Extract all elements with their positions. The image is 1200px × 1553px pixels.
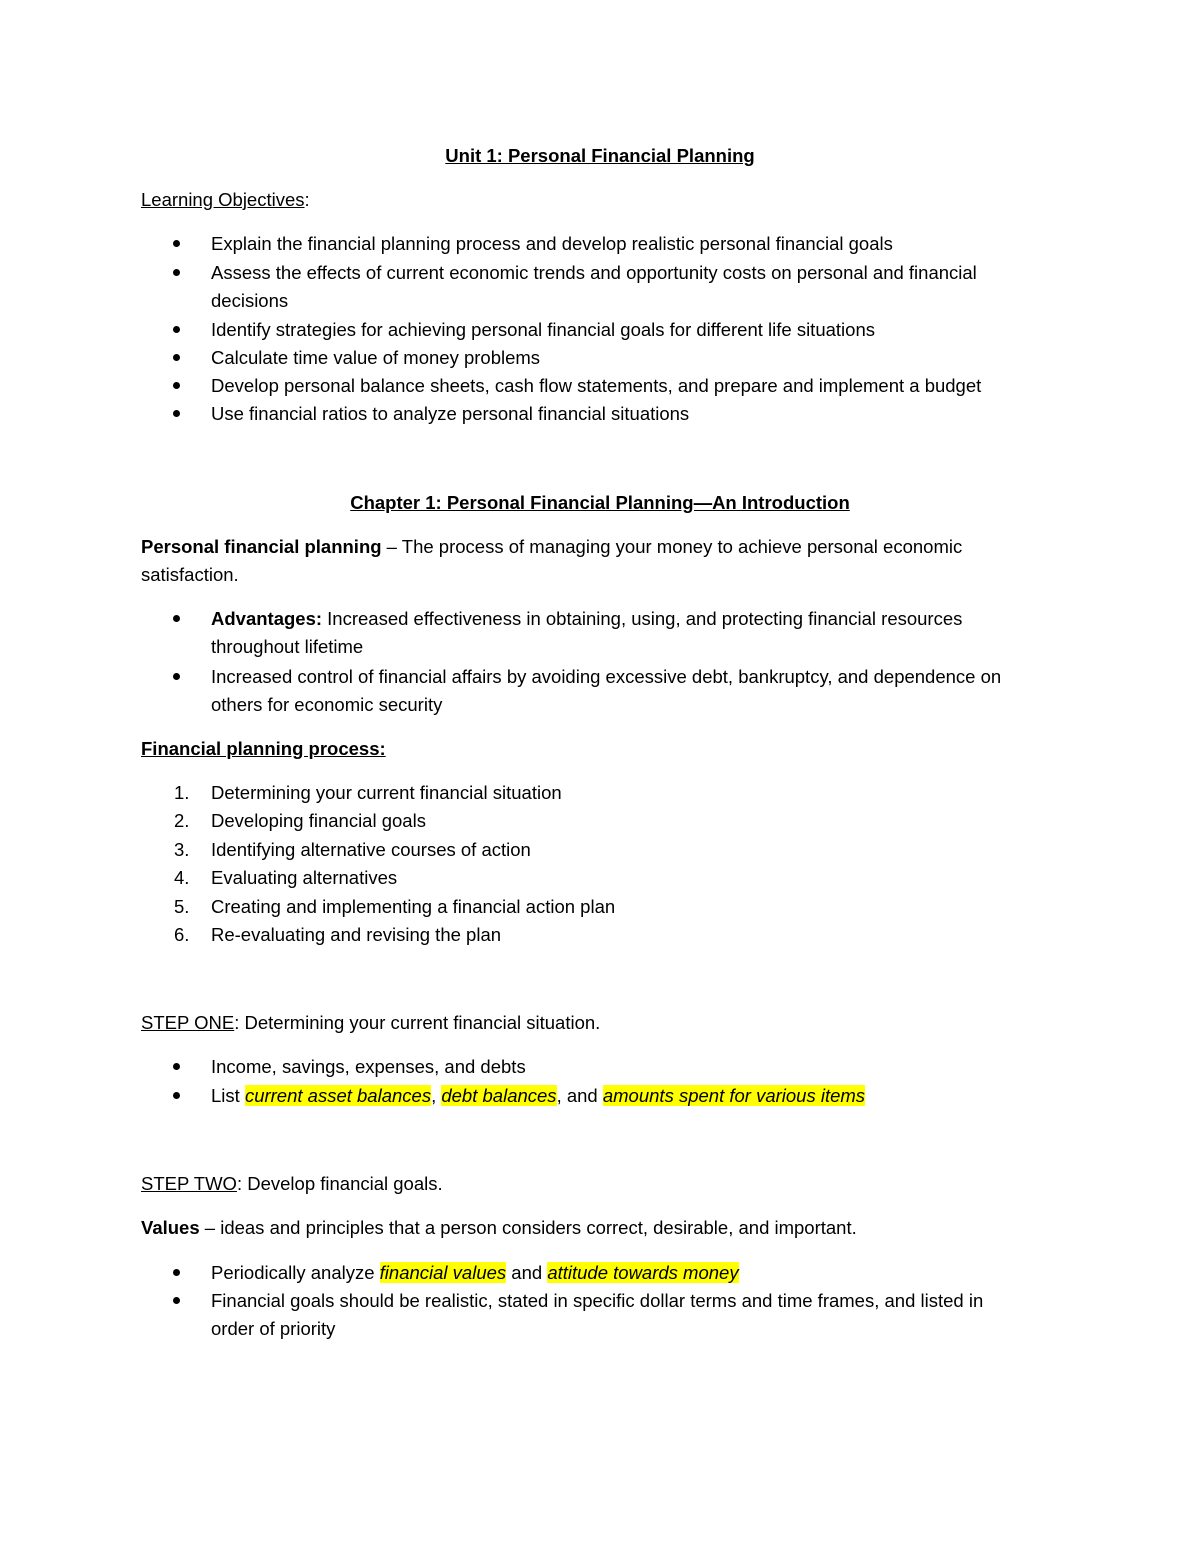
values-term: Values	[141, 1217, 200, 1238]
bullet-icon	[172, 1062, 182, 1072]
process-step: Creating and implementing a financial action plan	[211, 896, 616, 917]
unit-title: Unit 1: Personal Financial Planning	[445, 145, 755, 166]
objective-item: Assess the effects of current economic trends and opportunity costs on personal and financial	[211, 262, 977, 283]
advantages-text: Increased effectiveness in obtaining, using, and protecting financial resources	[322, 608, 963, 629]
definition-text: – The process of managing your money to achieve personal economic	[381, 536, 963, 557]
values-text: – ideas and principles that a person considers correct, desirable, and important.	[199, 1217, 857, 1238]
highlight-amounts-spent: amounts spent for various items	[602, 1085, 866, 1106]
bullet-icon	[172, 614, 182, 624]
bullet-icon	[172, 1268, 182, 1278]
step-two-item	[211, 1261, 739, 1285]
bullet-icon	[172, 353, 182, 363]
definition-term: Personal financial planning	[141, 536, 382, 557]
definition-line	[141, 535, 962, 559]
control-item-continuation: others for economic security	[211, 694, 443, 715]
learning-objectives-label: Learning Objectives	[141, 189, 305, 210]
bullet-icon	[172, 381, 182, 391]
step-one-list-item	[211, 1084, 865, 1108]
step-number: 4.	[174, 867, 190, 888]
list-prefix: List	[211, 1085, 245, 1106]
objective-item: Explain the financial planning process and develop realistic personal financial goals	[211, 233, 893, 254]
definition-continuation: satisfaction.	[141, 564, 239, 585]
process-heading: Financial planning process:	[141, 738, 386, 759]
bullet-icon	[172, 409, 182, 419]
advantages-continuation: throughout lifetime	[211, 636, 364, 657]
advantages-item	[211, 607, 962, 631]
bullet-icon	[172, 672, 182, 682]
objective-item: Develop personal balance sheets, cash flow statements, and prepare and implement a budget	[211, 375, 982, 396]
objective-item: Use financial ratios to analyze personal financial situations	[211, 403, 690, 424]
separator: , and	[556, 1085, 603, 1106]
highlight-attitude: attitude towards money	[547, 1262, 739, 1283]
highlight-asset-balances: current asset balances	[244, 1085, 432, 1106]
separator: ,	[431, 1085, 442, 1106]
step-two-heading	[141, 1172, 443, 1196]
objective-item: Identify strategies for achieving personal financial goals for different life situations	[211, 319, 875, 340]
process-step: Identifying alternative courses of action	[211, 839, 531, 860]
learning-objectives-colon: :	[304, 189, 310, 210]
chapter-title: Chapter 1: Personal Financial Planning—An Introduction	[350, 492, 850, 513]
step-number: 5.	[174, 896, 190, 917]
process-step: Evaluating alternatives	[211, 867, 398, 888]
step-one-item: Income, savings, expenses, and debts	[211, 1056, 526, 1077]
process-step: Developing financial goals	[211, 810, 426, 831]
step-two-label: STEP TWO	[141, 1173, 237, 1194]
separator: and	[506, 1262, 548, 1283]
step-two-text: : Develop financial goals.	[236, 1173, 443, 1194]
bullet-icon	[172, 1091, 182, 1101]
learning-objectives-heading	[141, 188, 310, 212]
step-number: 1.	[174, 782, 190, 803]
bullet-icon	[172, 1296, 182, 1306]
highlight-financial-values: financial values	[379, 1262, 507, 1283]
objective-item-continuation: decisions	[211, 290, 289, 311]
control-item: Increased control of financial affairs by avoiding excessive debt, bankruptcy, and dependence on	[211, 666, 1002, 687]
step-one-heading	[141, 1011, 600, 1035]
step-one-label: STEP ONE	[141, 1012, 235, 1033]
step-one-text: : Determining your current financial situation.	[234, 1012, 601, 1033]
objective-item: Calculate time value of money problems	[211, 347, 541, 368]
step-number: 3.	[174, 839, 190, 860]
analyze-prefix: Periodically analyze	[211, 1262, 380, 1283]
highlight-debt-balances: debt balances	[441, 1085, 557, 1106]
goals-item-continuation: order of priority	[211, 1318, 336, 1339]
process-step: Determining your current financial situation	[211, 782, 562, 803]
bullet-icon	[172, 325, 182, 335]
bullet-icon	[172, 268, 182, 278]
step-number: 6.	[174, 924, 190, 945]
goals-item: Financial goals should be realistic, stated in specific dollar terms and time frames, and listed in	[211, 1290, 984, 1311]
step-number: 2.	[174, 810, 190, 831]
values-definition	[141, 1216, 857, 1240]
bullet-icon	[172, 239, 182, 249]
advantages-label: Advantages:	[211, 608, 323, 629]
process-step: Re-evaluating and revising the plan	[211, 924, 502, 945]
